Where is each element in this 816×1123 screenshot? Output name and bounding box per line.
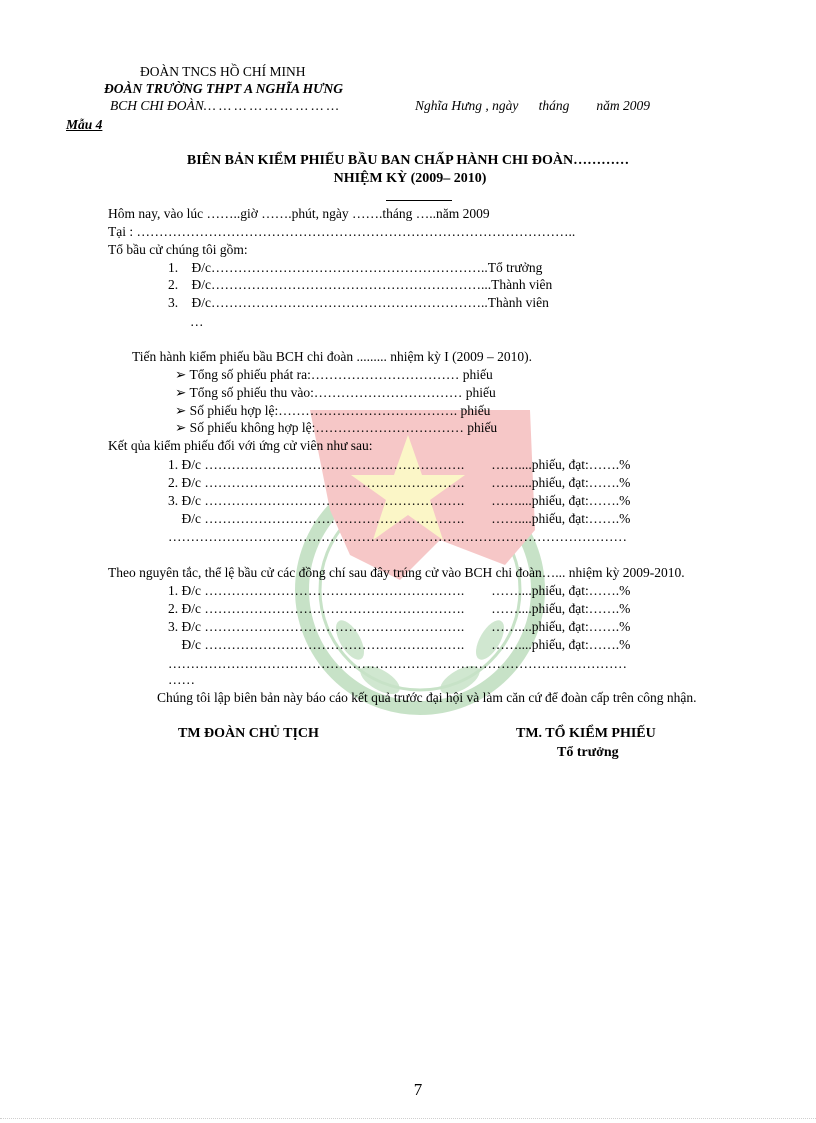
elected-row: Đ/c …………………………………………………. ……....phiếu, đạt:…….% <box>168 637 631 652</box>
member-line: Đ/c……………………………………………………..Thành viên <box>191 295 549 310</box>
page-bottom-divider <box>0 1118 816 1119</box>
closing-statement: Chúng tôi lập biên bản này báo cáo kết quả trước đại hội và làm căn cứ để đoàn cấp trên công nhận. <box>157 690 697 705</box>
org-line-1: ĐOÀN TNCS HỒ CHÍ MINH <box>140 64 306 79</box>
member-number: 1. <box>168 260 179 275</box>
count-item: ➢ Tổng số phiếu thu vào:…………………………… phiếu <box>175 385 496 400</box>
form-number: Mẫu 4 <box>66 117 103 132</box>
count-item: ➢ Số phiếu không hợp lệ:…………………………… phiếu <box>175 420 498 435</box>
result-row: Đ/c …………………………………………………. ……....phiếu, đạt:…….% <box>168 511 631 526</box>
team-intro: Tổ bầu cử chúng tôi gồm: <box>108 242 248 257</box>
elected-heading: Theo nguyên tắc, thể lệ bầu cử các đồng chí sau đây trúng cử vào BCH chi đoàn…... nhiệm kỳ 2009-2010. <box>108 565 685 580</box>
count-item: ➢ Tổng số phiếu phát ra:…………………………… phiếu <box>175 367 493 382</box>
count-item: ➢ Số phiếu hợp lệ:…………………………………. phiếu <box>175 403 491 418</box>
result-row: 3. Đ/c …………………………………………………. ……....phiếu, đạt:…….% <box>168 493 631 508</box>
member-line: Đ/c……………………………………………………..Tổ trưởng <box>191 260 543 275</box>
document-term: NHIỆM KỲ (2009– 2010) <box>333 171 487 186</box>
list-item <box>168 277 552 293</box>
meeting-time: Hôm nay, vào lúc ……..giờ …….phút, ngày …….tháng …..năm 2009 <box>108 206 490 221</box>
member-number: 2. <box>168 277 179 292</box>
meeting-place: Tại : …………………………………………………………………………………….. <box>108 224 576 239</box>
list-item <box>168 260 542 276</box>
count-heading: Tiến hành kiểm phiếu bầu BCH chi đoàn ......... nhiệm kỳ I (2009 – 2010). <box>132 349 532 364</box>
members-ellipsis: … <box>190 314 204 329</box>
member-number: 3. <box>168 295 179 310</box>
left-signature-title: TM ĐOÀN CHỦ TỊCH <box>178 726 319 741</box>
right-signature-subtitle: Tổ trưởng <box>557 745 619 760</box>
elected-more-2: …… <box>168 672 195 687</box>
document-title: BIÊN BẢN KIỂM PHIẾU BẦU BAN CHẤP HÀNH CHI ĐOÀN………… <box>186 153 630 168</box>
list-item <box>168 295 549 311</box>
elected-more: ………………………………………………………………………………………… <box>168 656 627 671</box>
results-more: ………………………………………………………………………………………… <box>168 529 627 544</box>
elected-row: 2. Đ/c …………………………………………………. ……....phiếu, đạt:…….% <box>168 601 631 616</box>
page-number: 7 <box>413 1080 423 1099</box>
title-divider <box>386 200 452 201</box>
elected-row: 1. Đ/c …………………………………………………. ……....phiếu, đạt:…….% <box>168 583 631 598</box>
right-signature-title: TM. TỔ KIỂM PHIẾU <box>516 726 656 741</box>
results-heading: Kết qủa kiểm phiếu đối với ứng cử viên như sau: <box>108 438 373 453</box>
member-line: Đ/c……………………………………………………...Thành viên <box>191 277 553 292</box>
result-row: 2. Đ/c …………………………………………………. ……....phiếu, đạt:…….% <box>168 475 631 490</box>
org-line-3: BCH CHI ĐOÀN… … … … … … … … … <box>110 98 339 113</box>
place-date: Nghĩa Hưng , ngày tháng năm 2009 <box>415 98 650 113</box>
org-line-2: ĐOÀN TRƯỜNG THPT A NGHĨA HƯNG <box>104 81 344 96</box>
result-row: 1. Đ/c …………………………………………………. ……....phiếu, đạt:…….% <box>168 457 631 472</box>
elected-row: 3. Đ/c …………………………………………………. ……....phiếu, đạt:…….% <box>168 619 631 634</box>
